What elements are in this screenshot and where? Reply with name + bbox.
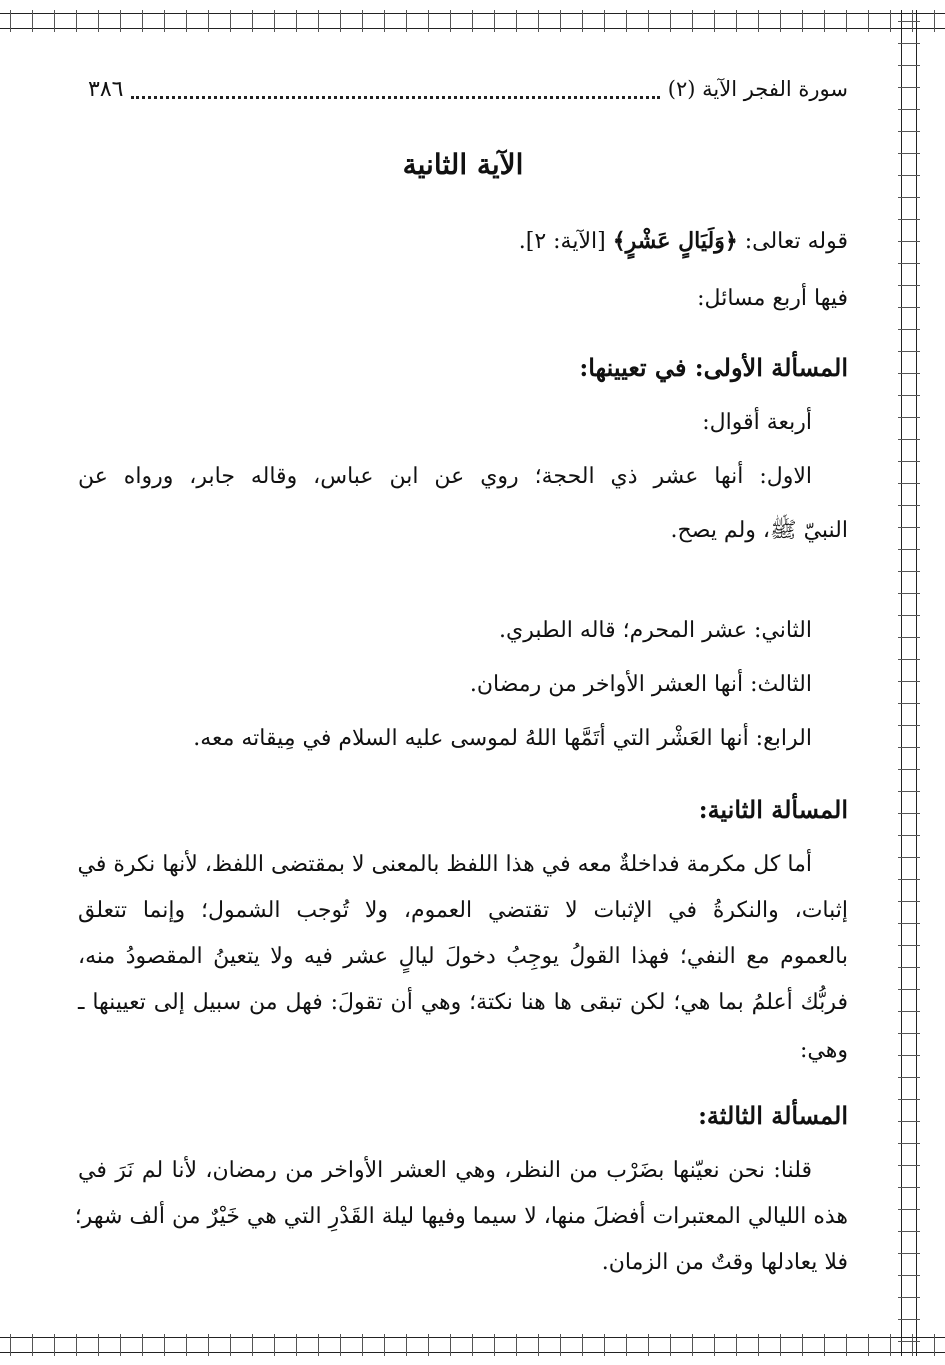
issue2-heading: المسألة الثانية: — [698, 795, 848, 824]
issue2-line: بالعموم مع النفي؛ فهذا القولُ يوجِبُ دخولَ ليالٍ عشر فيه ولا يتعينُ المقصودُ منه، — [78, 944, 848, 969]
page-title: الآية الثانية — [402, 148, 524, 181]
issue2-line: أما كل مكرمة فداخلةٌ معه في هذا اللفظ بالمعنى لا بمقتضى اللفظ، لأنها نكرة في — [77, 852, 812, 877]
issues-count: فيها أربع مسائل: — [697, 286, 848, 311]
issue1-lead: أربعة أقوال: — [702, 410, 812, 435]
issue2-line: فربُّك أعلمُ بما هي؛ لكن تبقى ها هنا نكتة؛ وهي أن تقولَ: فهل من سبيل إلى تعيينها ـ — [78, 990, 848, 1015]
decorative-border-right — [898, 10, 920, 1356]
issue1-fourth: الرابع: أنها العَشْر التي أتَمَّها اللهُ لموسى عليه السلام في مِيقاته معه. — [193, 726, 812, 751]
page-body — [74, 0, 848, 1365]
page-number: ٣٨٦ — [88, 76, 124, 102]
issue1-second: الثاني: عشر المحرم؛ قاله الطبري. — [499, 618, 812, 643]
issue2-line: إثبات، والنكرةُ في الإثبات لا تقتضي العموم، ولا تُوجب الشمول؛ وإنما تتعلق — [78, 898, 848, 923]
issue3-line: قلنا: نحن نعيّنها بضَرْب من النظر، وهي العشر الأواخر من رمضان، لأنا لم نَرَ في — [78, 1158, 812, 1183]
quote-prefix: قوله تعالى: — [744, 229, 848, 254]
running-header — [78, 72, 848, 106]
issue3-line: فلا يعادلها وقتٌ من الزمان. — [601, 1250, 848, 1275]
issue3-line: هذه الليالي المعتبرات أفضلَ منها، لا سيما وفيها ليلة القَدْرِ التي هي خَيْرٌ من ألف شهر؛ — [74, 1204, 848, 1229]
issue3-heading: المسألة الثالثة: — [698, 1101, 848, 1130]
verse-reference: [الآية: ٢]. — [518, 229, 606, 254]
issue2-line: وهي: — [800, 1038, 848, 1063]
issue1-first-line1: الاول: أنها عشر ذي الحجة؛ روي عن ابن عباس، وقاله جابر، ورواه عن — [78, 464, 812, 489]
header-dotted-leader — [131, 96, 659, 99]
running-title: سورة الفجر الآية (٢) — [667, 77, 848, 101]
issue1-first-line2: النبيّ ﷺ، ولم يصح. — [670, 518, 848, 543]
quran-verse: ﴿وَلَيَالٍ عَشْرٍ﴾ — [612, 228, 738, 254]
issue1-third: الثالث: أنها العشر الأواخر من رمضان. — [469, 672, 812, 697]
issue1-heading: المسألة الأولى: في تعيينها: — [579, 353, 848, 382]
quote-line — [78, 228, 848, 255]
